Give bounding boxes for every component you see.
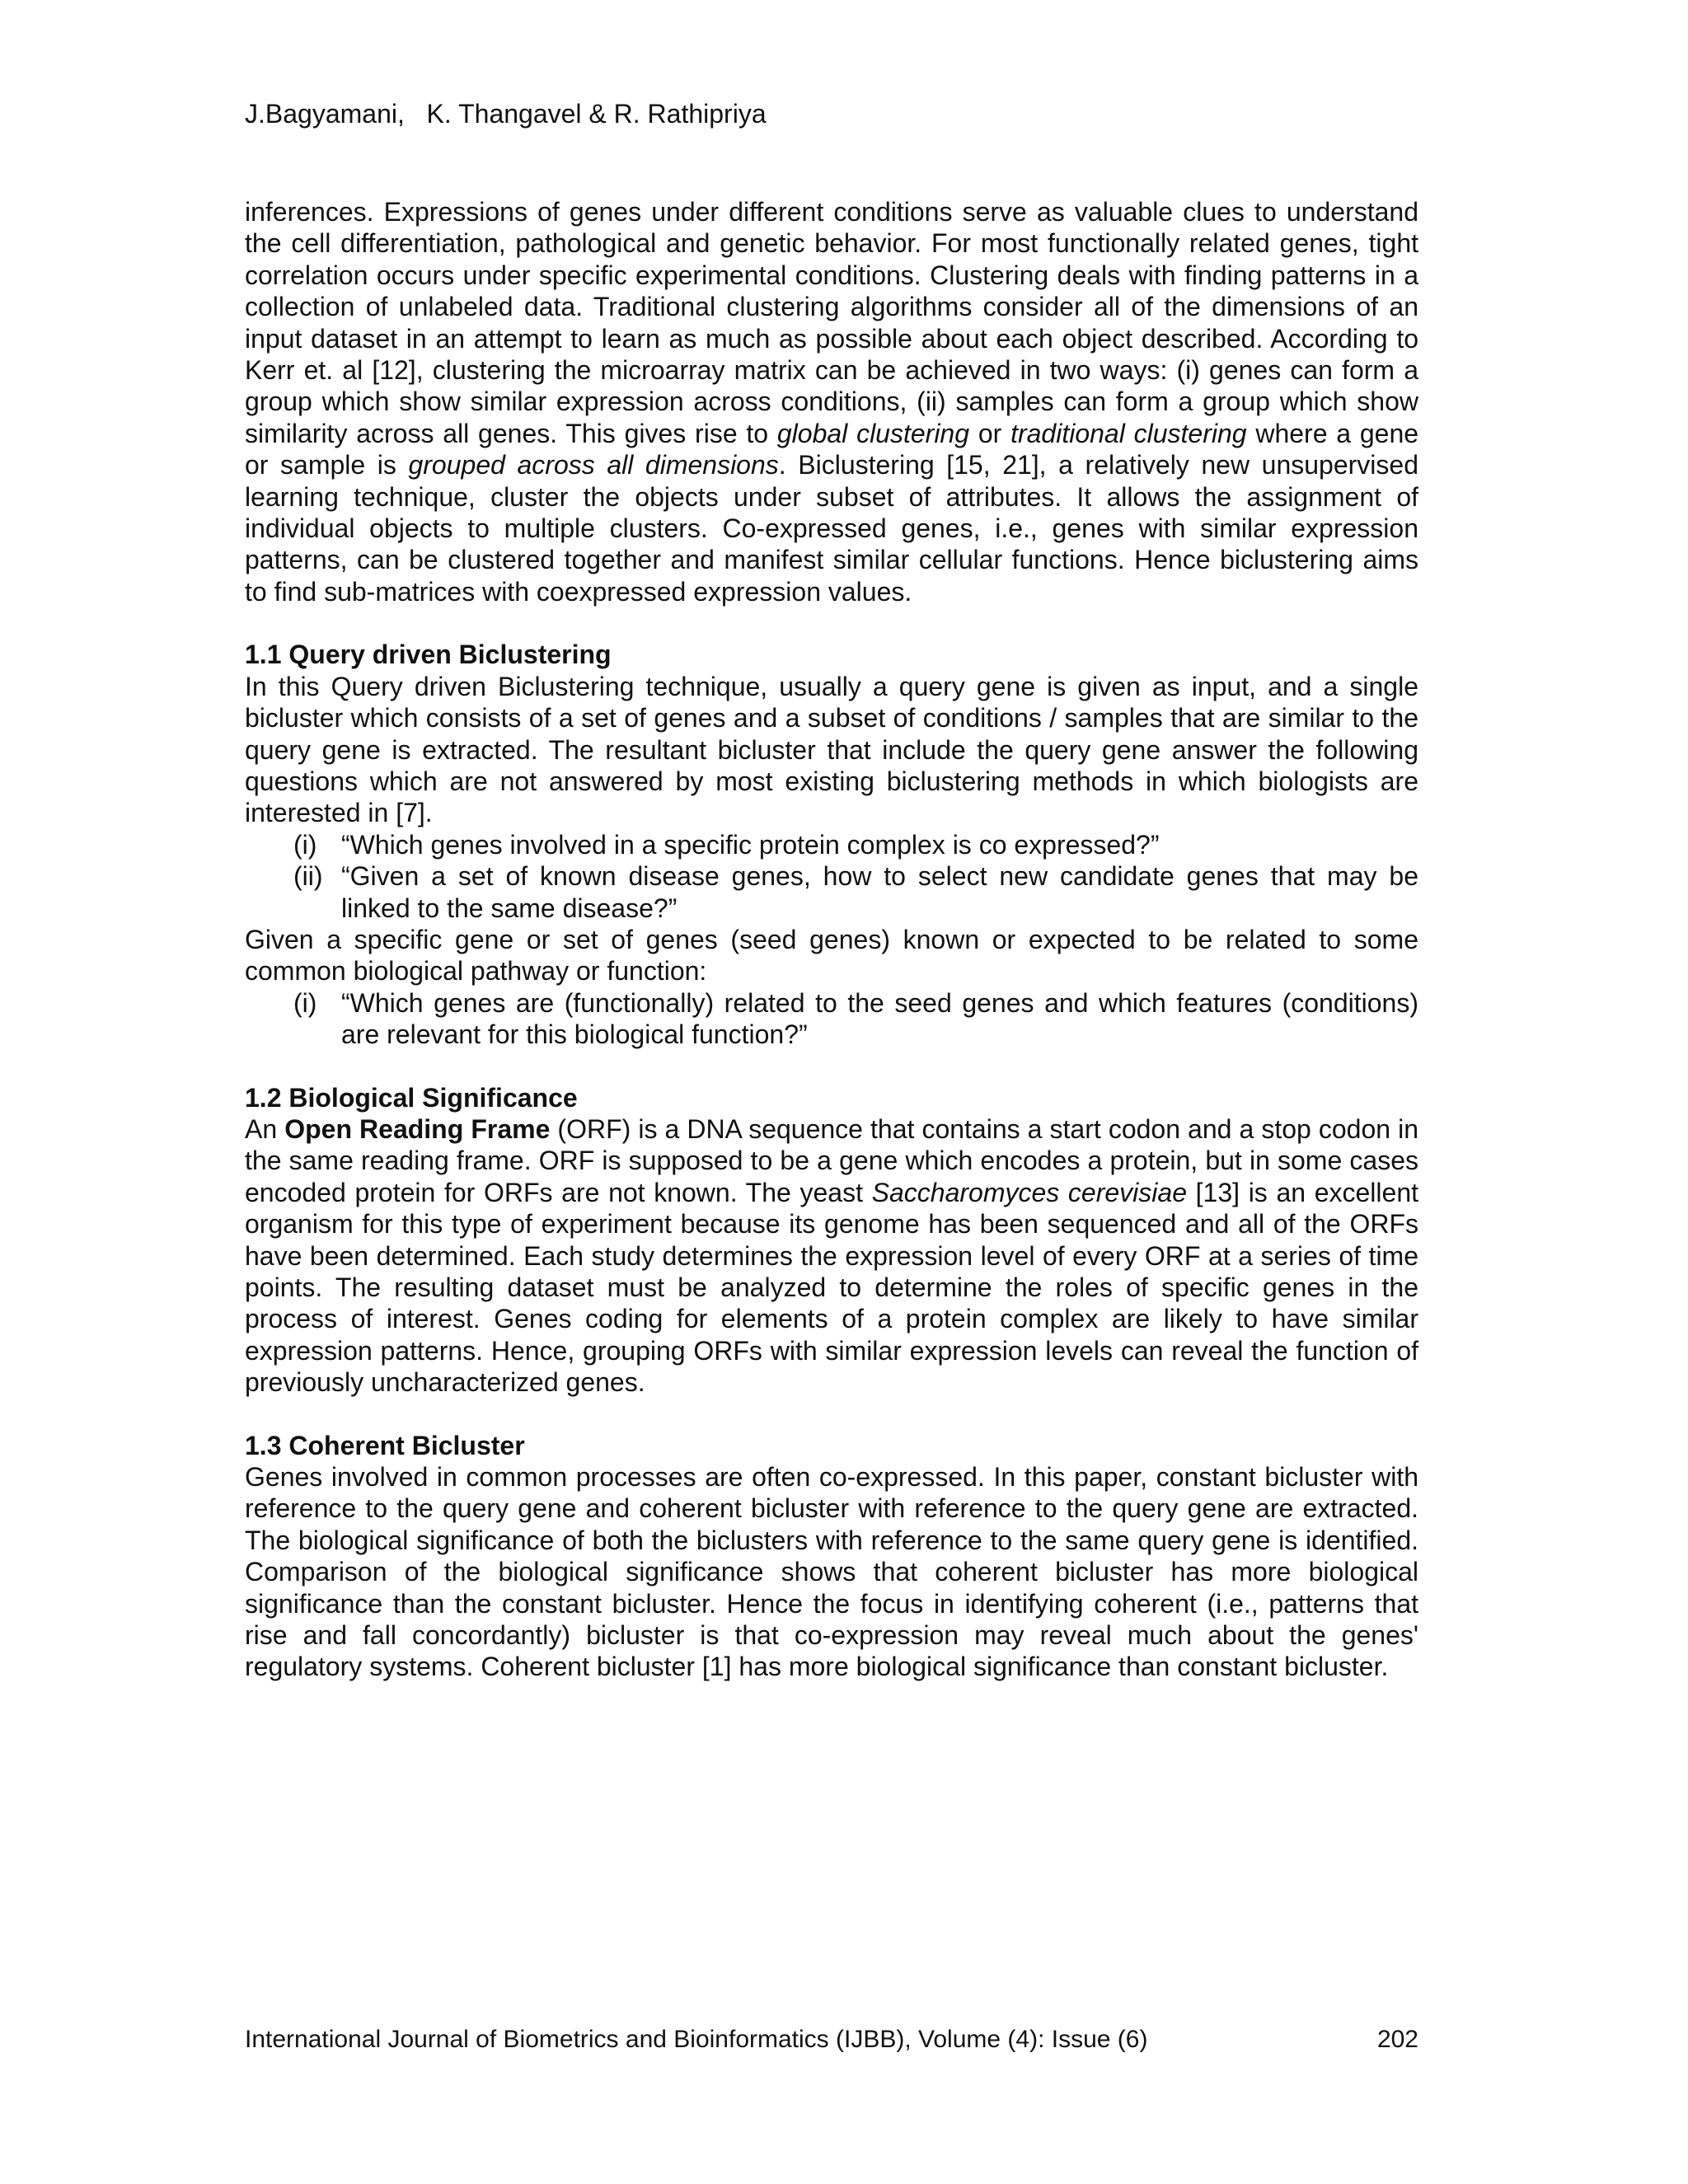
list-item: (ii) “Given a set of known disease genes, how to select new candidate genes that may be linked to the same disease?”	[293, 861, 1418, 923]
section-paragraph: Genes involved in common processes are often co-expressed. In this paper, constant bicluster with reference to the query gene and coherent bicluster with reference to the query gene are extracted. The biological significance of both the biclusters with reference to the same query gene is identified. Comparison of the biological significance shows that coherent bicluster has more biological significance than the constant bicluster. Hence the focus in identifying coherent (i.e., patterns that rise and fall concordantly) bicluster is that co-expression may reveal much about the genes' regulatory systems. Coherent bicluster [1] has more biological significance than constant bicluster.	[245, 1462, 1418, 1682]
running-header: J.Bagyamani, K. Thangavel & R. Rathipriya	[245, 99, 767, 129]
list-number: (i)	[293, 829, 317, 860]
question-list	[245, 987, 1418, 1051]
section-paragraph: In this Query driven Biclustering technique, usually a query gene is given as input, and a single bicluster which consists of a set of genes and a subset of conditions / samples that are similar to the query gene is extracted. The resultant bicluster that include the query gene answer the following questions which are not answered by most existing biclustering methods in which biologists are interested in [7].	[245, 671, 1418, 828]
section-coherent-bicluster	[245, 1430, 1418, 1683]
section-paragraph: Given a specific gene or set of genes (seed genes) known or expected to be related to some common biological pathway or function:	[245, 924, 1418, 987]
section-paragraph: An Open Reading Frame (ORF) is a DNA sequence that contains a start codon and a stop codon in the same reading frame. ORF is supposed to be a gene which encodes a protein, but in some cases encoded protein for ORFs are not known. The yeast Saccharomyces cerevisiae [13] is an excellent organism for this type of experiment because its genome has been sequenced and all of the ORFs have been determined. Each study determines the expression level of every ORF at a series of time points. The resulting dataset must be analyzed to determine the roles of specific genes in the process of interest. Genes coding for elements of a protein complex are likely to have similar expression patterns. Hence, grouping ORFs with similar expression levels can reveal the function of previously uncharacterized genes.	[245, 1113, 1419, 1398]
intro-paragraph: inferences. Expressions of genes under different conditions serve as valuable clues to understand the cell differentiation, pathological and genetic behavior. For most functionally related genes, tight correlation occurs under specific experimental conditions. Clustering deals with finding patterns in a collection of unlabeled data. Traditional clustering algorithms consider all of the dimensions of an input dataset in an attempt to learn as much as possible about each object described. According to Kerr et. al [12], clustering the microarray matrix can be achieved in two ways: (i) genes can form a group which show similar expression across conditions, (ii) samples can form a group which show similarity across all genes. This gives rise to global clustering or traditional clustering where a gene or sample is grouped across all dimensions. Biclustering [15, 21], a relatively new unsupervised learning technique, cluster the objects under subset of attributes. It allows the assignment of individual objects to multiple clusters. Co-expressed genes, i.e., genes with similar expression patterns, can be clustered together and manifest similar cellular functions. Hence biclustering aims to find sub-matrices with coexpressed expression values.	[245, 197, 1419, 607]
journal-citation: International Journal of Biometrics and Bioinformatics (IJBB), Volume (4): Issue (6)	[245, 2026, 1148, 2053]
list-item: (i) “Which genes are (functionally) related to the seed genes and which features (conditions) are relevant for this biological function?”	[293, 987, 1418, 1050]
page-body	[245, 196, 1418, 1683]
page-number: 202	[1376, 2026, 1418, 2053]
list-item: (i) “Which genes involved in a specific protein complex is co expressed?”	[293, 829, 1160, 860]
section-heading: 1.1 Query driven Biclustering	[245, 640, 612, 670]
section-heading: 1.3 Coherent Bicluster	[245, 1430, 525, 1460]
list-number: (ii)	[293, 861, 323, 892]
section-heading: 1.2 Biological Significance	[245, 1082, 578, 1113]
section-biological-significance	[245, 1082, 1418, 1399]
question-list	[245, 829, 1418, 924]
list-number: (i)	[293, 987, 317, 1018]
section-query-driven-biclustering	[245, 639, 1418, 1050]
